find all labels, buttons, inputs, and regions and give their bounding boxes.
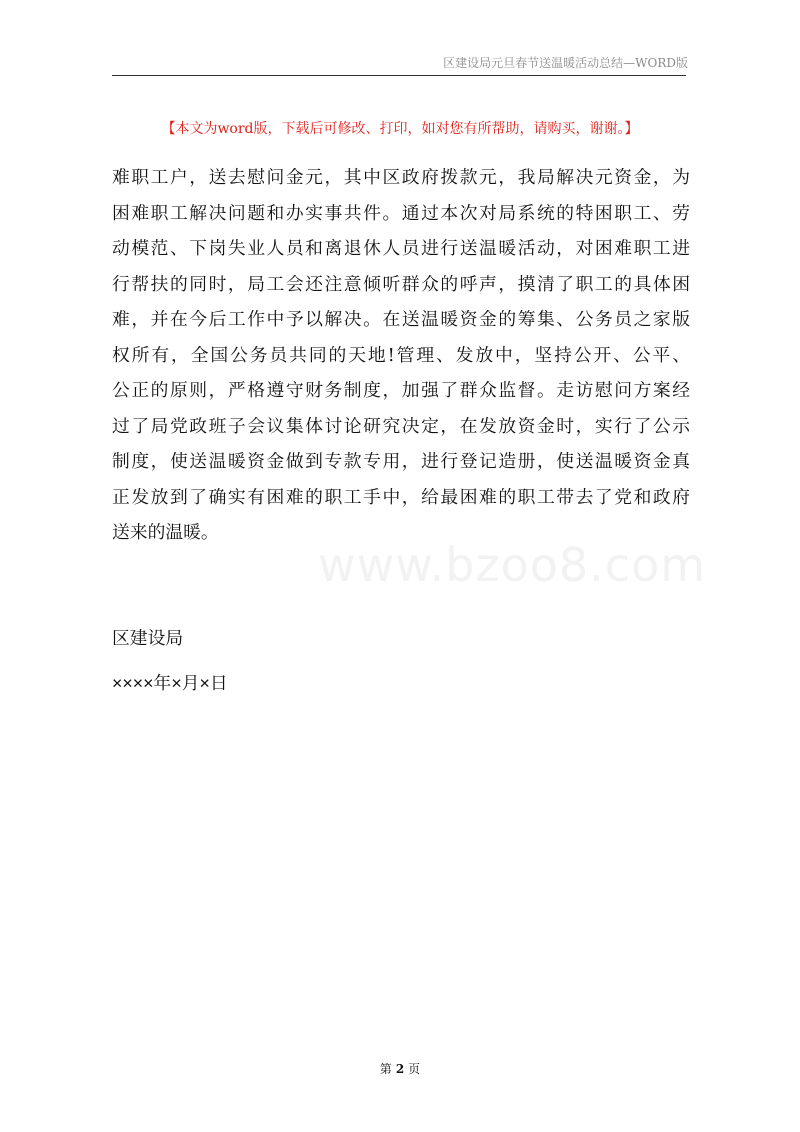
page-footer	[0, 1060, 800, 1077]
signature-organization: 区建设局	[112, 628, 184, 649]
body-line: 权所有，全国公务员共同的天地!管理、发放中，坚持公开、公平、	[112, 344, 690, 366]
body-line: 公正的原则，严格遵守财务制度，加强了群众监督。走访慰问方案经	[112, 380, 690, 401]
body-line: 送来的温暖。	[112, 522, 219, 543]
download-notice: 【本文为word版，下载后可修改、打印，如对您有所帮助，请购买，谢谢。】	[161, 121, 639, 137]
body-line: 正发放到了确实有困难的职工手中，给最困难的职工带去了党和政府	[112, 486, 690, 508]
footer-prefix: 第	[379, 1062, 392, 1076]
body-line: 制度，使送温暖资金做到专款专用，进行登记造册，使送温暖资金真	[112, 451, 690, 472]
body-paragraph	[112, 160, 690, 551]
body-line: 难职工户，送去慰问金元，其中区政府拨款元，我局解决元资金，为	[112, 167, 690, 188]
body-line: 动模范、下岗失业人员和离退休人员进行送温暖活动，对困难职工进	[112, 238, 690, 259]
watermark-text: www.bzoo8.com	[318, 538, 707, 592]
signature-date: ××××年×月×日	[112, 673, 228, 693]
body-line: 困难职工解决问题和办实事共件。通过本次对局系统的特困职工、劳	[112, 202, 690, 224]
document-header-title: 区建设局元旦春节送温暖活动总结—WORD版	[443, 56, 688, 70]
footer-suffix: 页	[408, 1062, 421, 1076]
header-divider	[112, 75, 686, 76]
body-line: 难，并在今后工作中予以解决。在送温暖资金的筹集、公务员之家版	[112, 309, 690, 330]
body-line: 过了局党政班子会议集体讨论研究决定，在发放资金时，实行了公示	[112, 415, 690, 437]
body-line: 行帮扶的同时，局工会还注意倾听群众的呼声，摸清了职工的具体困	[112, 273, 690, 295]
page-number: 2	[395, 1062, 405, 1076]
